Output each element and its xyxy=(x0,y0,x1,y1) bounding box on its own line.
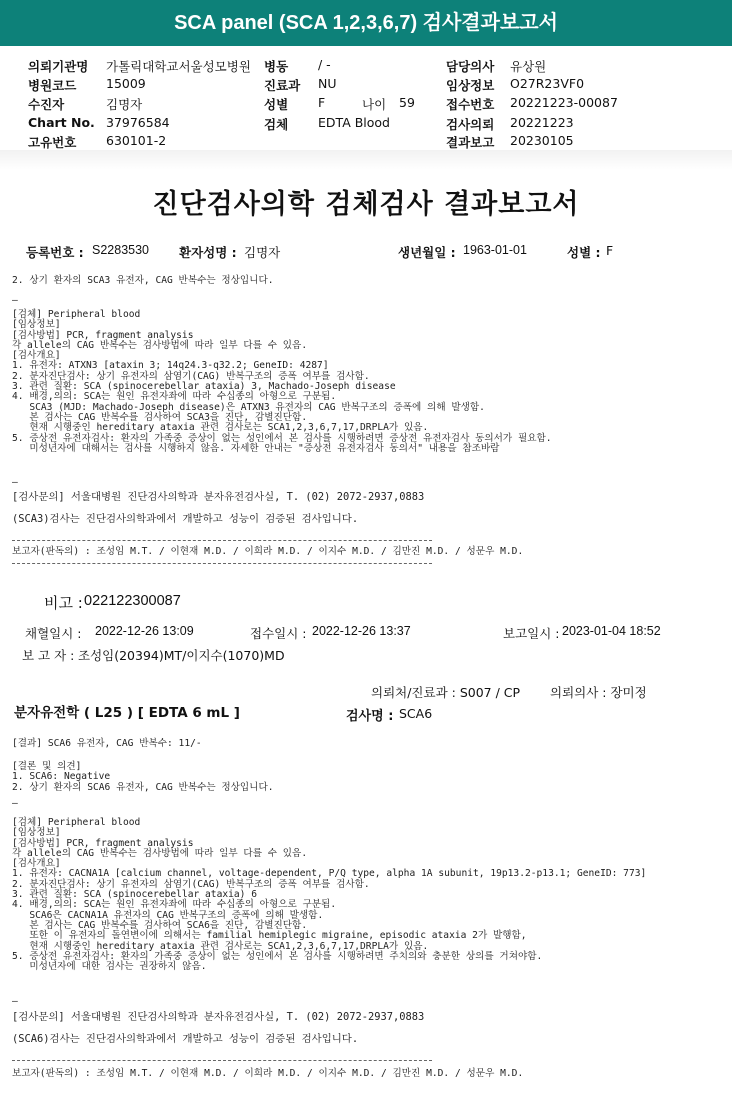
field-value: 630101-2 xyxy=(106,133,167,148)
field-value: 20230105 xyxy=(510,133,574,148)
sca3-detail-block: [검체] Peripheral blood [임상정보] [검사방법] PCR, fragment analysis 각 allele의 CAG 반복수는 검사방법에 따라 일부 다를 수 있음. [검사개요] 1. 유전자: ATXN3 [ataxin 3; 14q24.3-q32.2; GeneID: 4287] 2. 분자진단검사: 상기 유전자의 삼염기(CAG) 반복구조의 증폭 여부를 검사함. 3. 관련 질환: SCA (spinocerebellar ataxia) 3, Machado-Joseph disease 4. 배경,의의: SCA는 원인 유전자좌에 따라 수십종의 아형으로 구분됨. SCA3 (MJD: Machado-Joseph disease)은 ATXN3 유전자의 CAG 반복구조의 증폭에 의해 발생함. 본 검사는 CAG 반복수를 검사하여 SCA3을 진단, 감별진단함. 현재 시행중인 hereditary ataxia 관련 검사로는 SCA1,2,3,6,7,17,DRPLA가 있음. 5. 증상전 유전자검사: 환자의 가족중 증상이 없는 성인에서 본 검사를 시행하려면 증상전 유전자검사 동의서가 필요함. 미성년자에 대해서는 검사를 시행하지 않음. 자세한 안내는 "증상전 유전자검사 동의서" 내용을 참조바람 xyxy=(12,309,552,454)
header-row xyxy=(446,95,494,113)
field-value: 가톨릭대학교서울성모병원 xyxy=(106,59,251,74)
divider-dash: — xyxy=(12,477,18,488)
field-label: 진료과 xyxy=(264,78,301,93)
sca3-summary: 2. 상기 환자의 SCA3 유전자, CAG 반복수는 정상입니다. xyxy=(12,275,274,286)
header-row xyxy=(446,133,494,151)
dash-line xyxy=(12,540,432,541)
name-value: 김명자 xyxy=(244,245,281,260)
header-row xyxy=(28,76,76,94)
test-value: SCA6 xyxy=(399,706,433,721)
sca6-conclusion: [결론 및 의견] 1. SCA6: Negative 2. 상기 환자의 SCA6 유전자, CAG 반복수는 정상입니다. xyxy=(12,761,274,793)
report-label: 보고일시 : xyxy=(503,626,560,641)
report-title: 진단검사의학 검체검사 결과보고서 xyxy=(152,189,580,220)
name-label: 환자성명 : xyxy=(179,245,237,260)
field-value: F xyxy=(318,95,326,110)
sca6-reporters: 보고자(판독의) : 조성임 M.T. / 이현재 M.D. / 이희라 M.D. / 이지수 M.D. / 김만진 M.D. / 성문우 M.D. xyxy=(12,1068,524,1079)
sca3-dev-note: (SCA3)검사는 진단검사의학과에서 개발하고 성능이 검증된 검사입니다. xyxy=(12,513,359,525)
field-label: 병동 xyxy=(264,59,289,74)
header-row xyxy=(264,57,288,75)
section-title: 분자유전학 ( L25 ) [ EDTA 6 mL ] xyxy=(14,705,240,721)
referral-info: 의뢰처/진료과 : S007 / CP xyxy=(371,685,521,700)
header-row xyxy=(28,95,64,113)
field-value: 37976584 xyxy=(106,115,170,130)
sca3-lab-contact: [검사문의] 서울대병원 진단검사의학과 분자유전검사실, T. (02) 2072-2937,0883 xyxy=(12,491,425,503)
field-value: NU xyxy=(318,76,337,91)
referring-doctor: 의뢰의사 : 장미정 xyxy=(550,685,647,700)
receive-value: 2022-12-26 13:37 xyxy=(312,624,411,638)
dob-value: 1963-01-01 xyxy=(463,243,527,257)
field-value: EDTA Blood xyxy=(318,115,390,130)
sca6-detail-block: [검체] Peripheral blood [임상정보] [검사방법] PCR, fragment analysis 각 allele의 CAG 반복수는 검사방법에 따라 일부 다를 수 있음. [검사개요] 1. 유전자: CACNA1A [calcium channel, voltage-dependent, P/Q type, alpha 1A subunit, 19p13.2-p13.1; GeneID: 773] 2. 분자진단검사: 상기 유전자의 삼염기(CAG) 반복구조의 증폭 여부를 검사함. 3. 관련 질환: SCA (spinocerebellar ataxia) 6 4. 배경,의의: SCA는 원인 유전자좌에 따라 수십종의 아형으로 구분됨. SCA6은 CACNA1A 유전자의 CAG 반복구조의 증폭에 의해 발생함. 본 검사는 CAG 반복수를 검사하여 SCA6을 진단, 감별진단함. 또한 이 유전자의 돌연변이에 의해서는 familial hemiplegic migraine, episodic ataxia 2가 발행함, 현재 시행중인 hereditary ataxia 관련 검사로는 SCA1,2,3,6,7,17,DRPLA가 있음. 5. 증상전 유전자검사: 환자의 가족중 증상이 없는 성인에서 본 검사를 시행하려면 주치의와 충분한 상의를 거쳐야함. 미성년자에 대한 검사는 권장하지 않음. xyxy=(12,817,647,973)
field-label: 결과보고 xyxy=(446,135,495,150)
field-label: 검체 xyxy=(264,117,289,132)
divider-dash: — xyxy=(12,295,18,306)
header-row xyxy=(446,57,494,75)
reporter-value: 조성임(20394)MT/이지수(1070)MD xyxy=(78,648,285,663)
sca6-dev-note: (SCA6)검사는 진단검사의학과에서 개발하고 성능이 검증된 검사입니다. xyxy=(12,1033,359,1045)
test-label: 검사명 : xyxy=(346,709,394,724)
note-value: 022122300087 xyxy=(84,593,181,609)
field-value: 20221223 xyxy=(510,115,574,130)
field-label: 의뢰기관명 xyxy=(28,59,89,74)
note-label: 비고 : xyxy=(44,594,83,612)
dob-label: 생년월일 : xyxy=(398,245,456,260)
header-row xyxy=(28,133,76,151)
field-label: 성별 xyxy=(264,97,289,112)
page-title: SCA panel (SCA 1,2,3,6,7) 검사결과보고서 xyxy=(0,0,732,46)
field-value: 15009 xyxy=(106,76,146,91)
field-label: 고유번호 xyxy=(28,135,77,150)
sex-value: F xyxy=(606,243,614,258)
sca3-reporters: 보고자(판독의) : 조성임 M.T. / 이현재 M.D. / 이희라 M.D. / 이지수 M.D. / 김만진 M.D. / 성문우 M.D. xyxy=(12,546,524,557)
divider-dash: — xyxy=(12,798,18,809)
reg-value: S2283530 xyxy=(92,243,150,257)
age-value: 59 xyxy=(399,95,415,110)
header-row xyxy=(264,115,288,133)
reg-label: 등록번호 : xyxy=(26,245,84,260)
age-label: 나이 xyxy=(362,97,387,112)
header-divider xyxy=(0,150,732,170)
field-label: 임상정보 xyxy=(446,78,495,93)
report-value: 2023-01-04 18:52 xyxy=(562,624,661,638)
header-row xyxy=(446,115,494,133)
field-label: 검사의뢰 xyxy=(446,117,495,132)
sca6-result: [결과] SCA6 유전자, CAG 반복수: 11/- xyxy=(12,738,202,749)
field-label: 담당의사 xyxy=(446,59,495,74)
collect-value: 2022-12-26 13:09 xyxy=(95,624,194,638)
reporter-label: 보 고 자 : xyxy=(22,648,75,663)
header-row xyxy=(264,76,300,94)
collect-label: 채혈일시 : xyxy=(25,626,82,641)
field-label: 병원코드 xyxy=(28,78,77,93)
header-row xyxy=(28,115,95,130)
header-row xyxy=(28,57,88,75)
field-label: Chart No. xyxy=(28,115,95,130)
field-value: 김명자 xyxy=(106,97,143,112)
dash-line xyxy=(12,1060,432,1061)
field-label: 접수번호 xyxy=(446,97,495,112)
header-row xyxy=(264,95,288,113)
field-label: 수진자 xyxy=(28,97,65,112)
field-value: 유상원 xyxy=(510,59,547,74)
sca6-lab-contact: [검사문의] 서울대병원 진단검사의학과 분자유전검사실, T. (02) 2072-2937,0883 xyxy=(12,1011,425,1023)
sex-label: 성별 : xyxy=(567,245,601,260)
field-value: / - xyxy=(318,57,331,72)
field-value: 20221223-00087 xyxy=(510,95,618,110)
header-row xyxy=(446,76,494,94)
dash-line xyxy=(12,563,432,564)
divider-dash: — xyxy=(12,996,18,1007)
field-value: O27R23VF0 xyxy=(510,76,585,91)
receive-label: 접수일시 : xyxy=(250,626,307,641)
